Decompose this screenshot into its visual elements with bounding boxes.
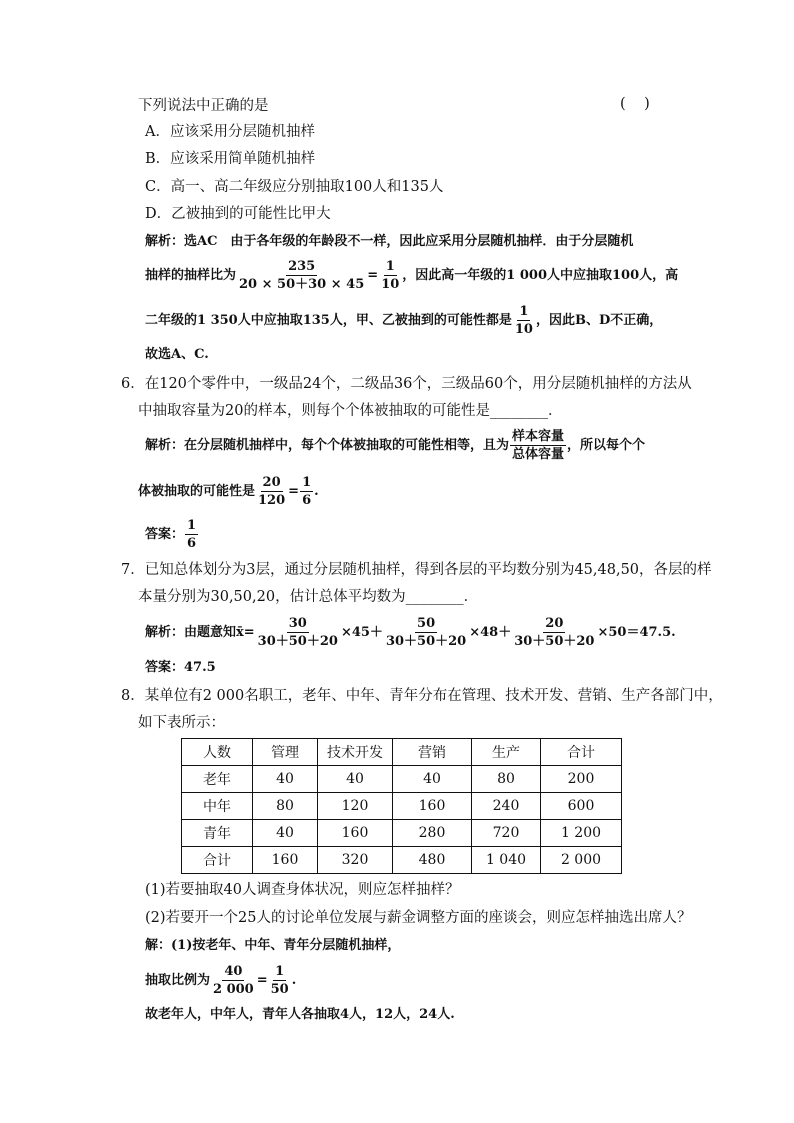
table-row xyxy=(182,766,622,793)
table-cell: 80 xyxy=(253,793,318,820)
table-cell: 600 xyxy=(541,793,622,820)
q6-sample-fraction: $\frac{\text{样本容量}}{\text{总体容量}}$ xyxy=(512,429,565,462)
table-cell: 120 xyxy=(318,793,393,820)
q6-stem-line2: 中抽取容量为20的样本，则每个个体被抽取的可能性是________． xyxy=(138,403,563,419)
table-cell: 40 xyxy=(318,766,393,793)
q5-analysis-line4: 故选A、C. xyxy=(145,347,209,362)
table-cell: 老年 xyxy=(182,766,253,793)
table-cell: 合计 xyxy=(182,847,253,874)
q5-analysis-line3: 二年级的1 350人中应抽取135人，甲、乙被抽到的可能性都是 $\frac{1}{10}$ ，因此B、D不正确， xyxy=(145,304,663,337)
q8-stem-line1: 8．某单位有2 000名职工，老年、中年、青年分布在管理、技术开发、营销、生产各部门中， xyxy=(121,688,723,704)
q5-ratio-fraction: $\frac{235}{20 \times 50+30 \times 45}$ xyxy=(239,259,365,292)
table-cell: 40 xyxy=(393,766,472,793)
q7-frac-3: $\frac{20}{30+50+20}$ xyxy=(514,616,595,649)
q8-stem-line2: 如下表所示： xyxy=(138,715,225,731)
table-cell: 1 040 xyxy=(472,847,541,874)
q5-analysis-line2: 抽样的抽样比为 $\frac{235}{20 \times 50+30 \times 45}$ = $\frac{1}{10}$ ，因此高一年级的1 000人中应抽取100人，高 xyxy=(145,259,679,292)
table-cell: 240 xyxy=(472,793,541,820)
q5-analysis-line1: 解析：选AC 由于各年级的年龄段不一样，因此应采用分层随机抽样．由于分层随机 xyxy=(145,234,634,249)
q8-ratio-fraction: $\frac{40}{2 000}$ xyxy=(213,964,254,997)
q8-part2: (2)若要开一个25人的讨论单位发展与薪金调整方面的座谈会，则应怎样抽选出席人？ xyxy=(145,910,692,926)
q6-prob-fraction: $\frac{20}{120}$ xyxy=(258,475,286,508)
table-cell: 40 xyxy=(253,766,318,793)
q8-part1: (1)若要抽取40人调查身体状况，则应怎样抽样？ xyxy=(145,882,460,898)
q7-stem-line1: 7．已知总体划分为3层，通过分层随机抽样，得到各层的平均数分别为45,48,50，各层的样 xyxy=(121,562,712,578)
table-cell: 40 xyxy=(253,820,318,847)
table-header-cell: 人数 xyxy=(182,739,253,766)
q7-analysis: 解析：由题意知x̄= $\frac{30}{30+50+20}$ ×45＋ $\frac{50}{30+50+20}$ ×48＋ $\frac{20}{30+50+20}$ ×50＝47.5. xyxy=(145,616,676,649)
q5-stem: 下列说法中正确的是 xyxy=(138,98,269,114)
q5-option-a: A．应该采用分层随机抽样 xyxy=(145,124,315,140)
table-cell: 480 xyxy=(393,847,472,874)
q6-analysis-line1: 解析：在分层随机抽样中，每个个体被抽取的可能性相等，且为 $\frac{\text{样本容量}}{\text{总体容量}}$ ，所以每个个 xyxy=(145,429,646,462)
table-header-cell: 合计 xyxy=(541,739,622,766)
q6-stem-line1: 6．在120个零件中，一级品24个，二级品36个，三级品60个，用分层随机抽样的方法从 xyxy=(121,376,692,392)
table-header-row xyxy=(182,739,622,766)
q7-frac-2: $\frac{50}{30+50+20}$ xyxy=(385,616,467,649)
table-row xyxy=(182,820,622,847)
q8-ratio-result: $\frac{1}{50}$ xyxy=(270,964,289,997)
q6-answer: 答案： $\frac{1}{6}$ xyxy=(145,518,197,551)
q6-answer-fraction: $\frac{1}{6}$ xyxy=(187,518,197,551)
q7-stem-line2: 本量分别为30,50,20，估计总体平均数为________． xyxy=(138,589,479,605)
table-cell: 160 xyxy=(393,793,472,820)
q7-answer: 答案：47.5 xyxy=(145,660,216,675)
q6-prob-result: $\frac{1}{6}$ xyxy=(302,475,312,508)
q5-answer-paren: ( ) xyxy=(620,96,650,112)
table-header-cell: 营销 xyxy=(393,739,472,766)
table-cell: 中年 xyxy=(182,793,253,820)
table-cell: 160 xyxy=(318,820,393,847)
table-header-cell: 技术开发 xyxy=(318,739,393,766)
table-cell: 青年 xyxy=(182,820,253,847)
q8-solution-line3: 故老年人，中年人，青年人各抽取4人，12人，24人. xyxy=(145,1007,455,1022)
table-row xyxy=(182,847,622,874)
table-cell: 80 xyxy=(472,766,541,793)
table-cell: 720 xyxy=(472,820,541,847)
table-cell: 1 200 xyxy=(541,820,622,847)
q5-option-d: D．乙被抽到的可能性比甲大 xyxy=(145,206,331,222)
table-header-cell: 管理 xyxy=(253,739,318,766)
q5-ratio-result: $\frac{1}{10}$ xyxy=(381,259,400,292)
table-cell: 320 xyxy=(318,847,393,874)
table-cell: 200 xyxy=(541,766,622,793)
q6-analysis-line2: 体被抽取的可能性是 $\frac{20}{120}$ = $\frac{1}{6}$ . xyxy=(138,475,319,508)
q7-frac-1: $\frac{30}{30+50+20}$ xyxy=(257,616,338,649)
table-cell: 160 xyxy=(253,847,318,874)
q8-solution-line2: 抽取比例为 $\frac{40}{2 000}$ = $\frac{1}{50}$ . xyxy=(145,964,297,997)
table-cell: 2 000 xyxy=(541,847,622,874)
table-cell: 280 xyxy=(393,820,472,847)
staff-table xyxy=(181,738,622,874)
table-header-cell: 生产 xyxy=(472,739,541,766)
q5-prob-fraction: $\frac{1}{10}$ xyxy=(514,304,533,337)
table-row xyxy=(182,793,622,820)
q8-solution-line1: 解：(1)按老年、中年、青年分层随机抽样， xyxy=(145,938,401,953)
q5-option-b: B．应该采用简单随机抽样 xyxy=(145,151,316,167)
q5-option-c: C．高一、高二年级应分别抽取100人和135人 xyxy=(145,179,444,195)
